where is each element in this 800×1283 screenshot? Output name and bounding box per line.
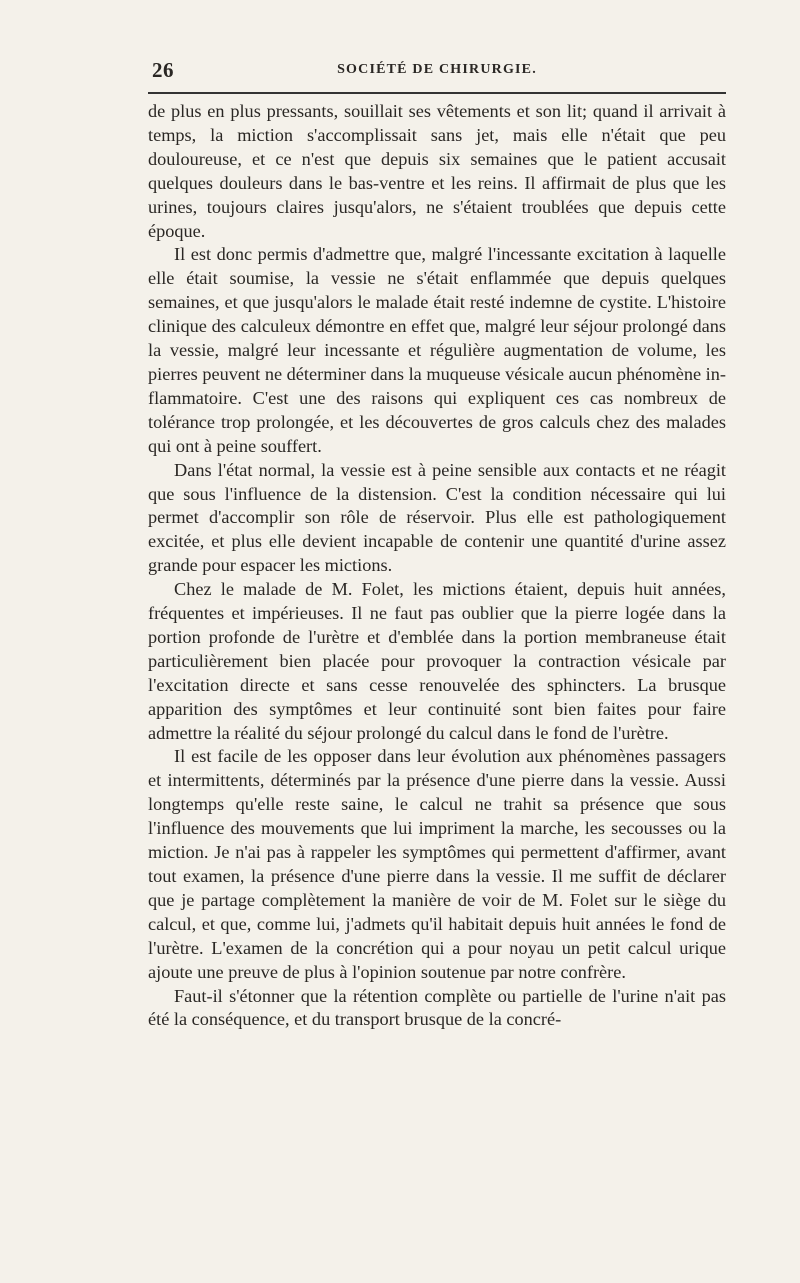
body-text: [148, 100, 726, 1032]
paragraph-continued: de plus en plus pressants, souillait ses vêtements et son lit; quand il arrivait à temps, la miction s'accomplissait sans jet, mais elle n'était que peu douloureuse, et ce n'est que depuis six semaines que le patient accusait quelques douleurs dans le bas-ventre et les reins. Il affirmait de plus que les urines, toujours claires jusqu'alors, ne s'étaient troublées que depuis cette époque.: [148, 101, 726, 241]
running-head: [148, 58, 726, 88]
journal-title: SOCIÉTÉ DE CHIRURGIE.: [337, 62, 537, 77]
paragraph: Faut-il s'étonner que la rétention complète ou partielle de l'urine n'ait pas été la conséquence, et du transport brusque de la concré-: [148, 985, 726, 1030]
page-number: 26: [152, 58, 174, 82]
paragraph: Il est facile de les opposer dans leur évolution aux phénomènes passagers et intermittents, déterminés par la présence d'une pierre dans la vessie. Aussi longtemps qu'elle reste saine, le calcul ne trahit sa présence que sous l'influence des mouvements que lui impriment la marche, les secousses ou la miction. Je n'ai pas à rappeler les symptômes qui permettent d'affirmer, avant tout examen, la présence d'une pierre dans la vessie. Il me suffit de déclarer que je partage complètement la manière de voir de M. Folet sur le siège du calcul, et que, comme lui, j'admets qu'il habitait depuis huit années le fond de l'urètre. L'examen de la concrétion qui a pour noyau un petit calcul urique ajoute une preuve de plus à l'opinion soutenue par notre confrère.: [148, 746, 726, 982]
paragraph: Chez le malade de M. Folet, les mictions étaient, depuis huit années, fréquentes et impérieuses. Il ne faut pas oublier que la pierre logée dans la portion profonde de l'urètre et d'emblée dans la portion membraneuse était particulièrement bien placée pour provoquer la contraction vésicale par l'excitation directe et sans cesse renouvelée des sphincters. La brusque apparition des symptômes et leur continuité sont bien faites pour faire admettre la réalité du séjour prolongé du calcul dans le fond de l'urètre.: [148, 579, 726, 743]
header-rule: [148, 92, 726, 94]
paragraph: Il est donc permis d'admettre que, malgré l'incessante excitation à laquelle elle était soumise, la vessie ne s'était enflammée que depuis quelques semaines, et que jusqu'alors le malade était resté indemne de cystite. L'histoire clinique des calculeux démontre en effet que, malgré leur séjour prolongé dans la vessie, malgré leur incessante et régulière augmentation de volume, les pierres peuvent ne déterminer dans la muqueuse vésicale aucun phénomène inflammatoire. C'est une des raisons qui expliquent ces cas nombreux de tolérance trop prolongée, et les découvertes de gros calculs chez des malades qui ont à peine souffert.: [148, 244, 726, 456]
paragraph: Dans l'état normal, la vessie est à peine sensible aux contacts et ne réagit que sous l'influence de la distension. C'est la condition nécessaire qui lui permet d'accomplir son rôle de réservoir. Plus elle est pathologiquement excitée, et plus elle devient incapable de contenir une quantité d'urine assez grande pour espacer les mictions.: [148, 459, 726, 576]
